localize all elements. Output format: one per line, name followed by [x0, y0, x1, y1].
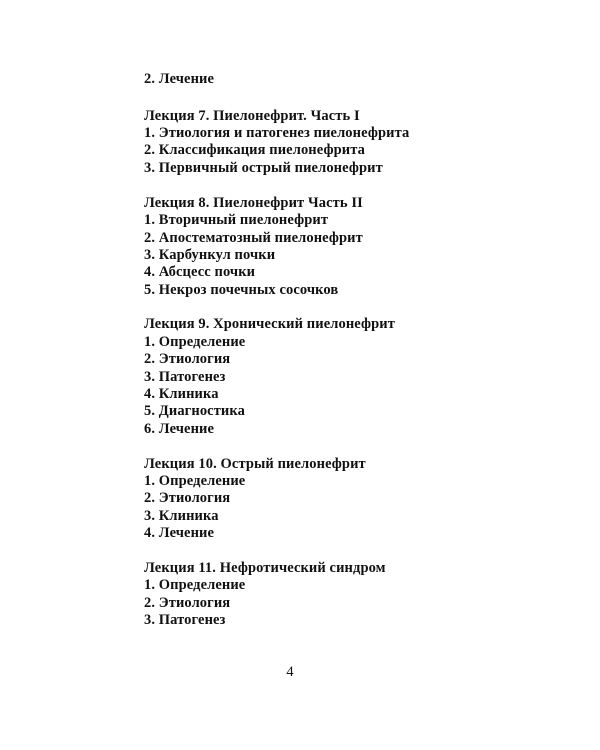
text-line: 1. Определение — [144, 577, 246, 593]
text-line: 4. Абсцесс почки — [144, 264, 256, 280]
text-line: 1. Этиология и патогенез пиелонефрита — [144, 125, 410, 141]
text-line: 3. Патогенез — [144, 612, 226, 628]
text-line: 4. Клиника — [144, 386, 219, 402]
page-number: 4 — [286, 664, 294, 680]
lecture-heading: Лекция 8. Пиелонефрит Часть II — [144, 195, 363, 211]
text-line: 2. Апостематозный пиелонефрит — [144, 230, 363, 246]
lecture-heading: Лекция 7. Пиелонефрит. Часть I — [144, 108, 360, 124]
text-line: 3. Патогенез — [144, 369, 226, 385]
text-line: 2. Этиология — [144, 490, 231, 506]
text-line: 2. Классификация пиелонефрита — [144, 142, 365, 158]
text-line: 3. Клиника — [144, 508, 219, 524]
text-line: 1. Определение — [144, 473, 246, 489]
text-line: 1. Определение — [144, 334, 246, 350]
text-line: 5. Некроз почечных сосочков — [144, 282, 339, 298]
lecture-heading: Лекция 11. Нефротический синдром — [144, 560, 386, 576]
text-line: 3. Первичный острый пиелонефрит — [144, 160, 383, 176]
lecture-heading: Лекция 9. Хронический пиелонефрит — [144, 316, 395, 332]
text-line: 6. Лечение — [144, 421, 215, 437]
text-line: 1. Вторичный пиелонефрит — [144, 212, 329, 228]
text-line: 2. Этиология — [144, 595, 231, 611]
text-line: 2. Этиология — [144, 351, 231, 367]
text-line: 4. Лечение — [144, 525, 215, 541]
text-line: 2. Лечение — [144, 71, 215, 87]
text-line: 3. Карбункул почки — [144, 247, 276, 263]
lecture-heading: Лекция 10. Острый пиелонефрит — [144, 456, 366, 472]
text-line: 5. Диагностика — [144, 403, 245, 419]
